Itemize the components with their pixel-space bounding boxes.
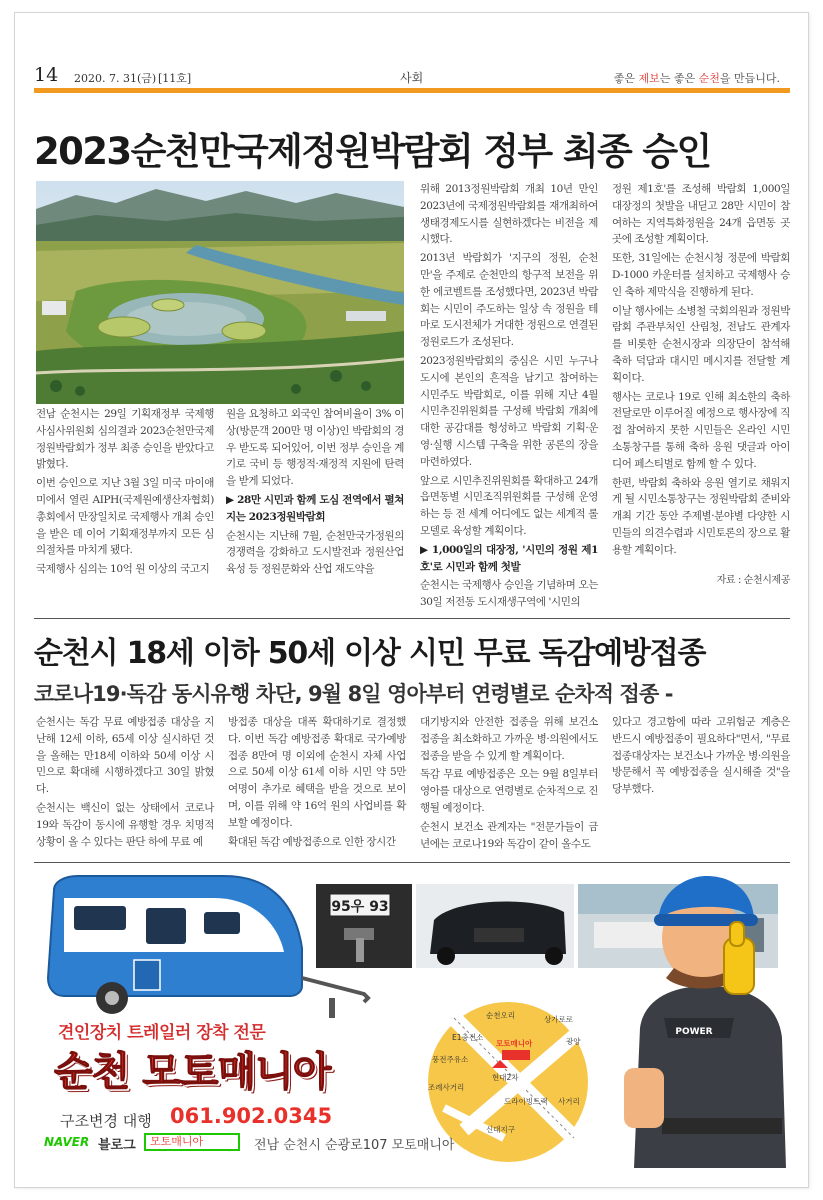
map-label: 풍전주유소 — [432, 1055, 469, 1064]
article1-column-1: 전남 순천시는 29일 기획재정부 국제행사심사위원회 심의결과 2023순천만국제정원박람회가 정부 최종 승인을 받았다고 밝혔다. 이번 승인으로 지난 3월 3일 미국 마이애미에서 열린 AIPH(국제원예생산자협회) 총회에서 만장일치로 국제행사 개최 승인을 받은 데 이어 기획재정부까지 모든 심의절차를 마치게 됐다. 국제행사 심의는 10억 원 이상의 국고지 — [36, 408, 214, 576]
ad-divider — [34, 862, 790, 863]
hitch-photo-1 — [316, 884, 412, 968]
header-rule — [34, 88, 790, 93]
motomania-advertisement — [34, 868, 790, 1168]
article1-headline: 2023순천만국제정원박람회 정부 최종 승인 — [34, 130, 711, 173]
article2-subhead: 코로나19·독감 동시유행 차단, 9월 8일 영아부터 연령별로 순차적 접종 - — [34, 682, 673, 706]
article1-column-3: 위해 2013정원박람회 개최 10년 만인 2023년에 국제정원박람회를 재개최하여 생태경제도시를 실현하겠다는 비전을 제시했다. 2013년 박람회가 '지구의 정원, 순천만'을 주제로 순천만의 항구적 보전을 위한 에코벨트를 조성했다면, 2023년 박람회는 시민이 주도하는 일상 속 정원을 테마로 도시전체가 거대한 정원으로 연결된 정원로드가 조성된다. 2023정원박람회의 중심은 시민 누구나 도시에 본인의 흔적을 남기고 참여하는 시민주도 박람회로, 이를 위해 지난 4월 시민추진위원회를 구성해 박람회 개최에 대한 공감대를 형성하고 박람회 기획·운영·실행 시스템 구축을 위한 공론의 장을 마련하였다. 앞으로 시민추진위원회를 확대하고 24개 읍면동별 시민조직위원회를 구성해 운영하는 등 전 세계 어디에도 없는 세계적 롤모델로 육성할 계획이다. ▶ 1,000일의 대장정, '시민의 정원 제1호'로 시민과 함께 첫발 순천시는 국제행사 승인을 기념하며 오는 30일 저전동 도시재생구역에 '시민의 — [420, 183, 598, 609]
map-label: 순천오리 — [486, 1011, 515, 1020]
ad-brand-name: 순천 모토매니아 — [54, 1049, 331, 1095]
map-label: 드라이빙트랙 — [504, 1097, 548, 1106]
article2-column-3: 대기방지와 안전한 접종을 위해 보건소 접종을 최소화하고 가까운 병·의원에서도 접종을 받을 수 있게 할 계획이다. 독감 무료 예방접종은 오는 9월 8일부터 영아를 대상으로 연령별로 순차적으로 진행될 예정이다. 순천시 보건소 관계자는 "전문가들이 금년에는 코로나19와 독감이 같이 올수도 — [420, 716, 598, 850]
article2-column-4: 있다고 경고함에 따라 고위험군 계층은 반드시 예방접종이 필요하다"면서, "무료 접종대상자는 보건소나 가까운 병·의원을 방문해서 꼭 예방접종을 실시해줄 것"을 당부했다. — [612, 716, 790, 796]
garden-aerial-photo — [36, 181, 404, 404]
map-label: 광양 — [566, 1037, 581, 1046]
garden-aerial-illustration — [36, 181, 404, 404]
hitch-photo-2 — [416, 884, 574, 968]
section-name: 사회 — [400, 71, 424, 85]
blog-label: 블로그 — [98, 1138, 136, 1153]
map-shop-marker-label: 모토매니아 — [496, 1039, 533, 1048]
map-label: 상가로로 — [544, 1015, 573, 1024]
ad-phone-label: 구조변경 대행 — [60, 1112, 152, 1130]
article2-column-1: 순천시는 독감 무료 예방접종 대상을 지난해 12세 이하, 65세 이상 실시하던 것을 올해는 만18세 이하와 50세 이상 시민으로 확대해 시행하겠다고 30일 밝혔다. 순천시는 백신이 없는 상태에서 코로나19와 독감이 동시에 유행할 경우 치명적 상황이 올 수 있다는 판단 하에 무료 예 — [36, 716, 214, 848]
issue-date: 2020. 7. 31(금) — [74, 72, 157, 85]
map-label: 신대지구 — [486, 1125, 515, 1134]
article-divider — [34, 618, 790, 619]
map-label: 사거리 — [558, 1097, 580, 1106]
map-label: 조례사거리 — [428, 1083, 465, 1092]
article2-headline: 순천시 18세 이하 50세 이상 시민 무료 독감예방접종 — [34, 636, 706, 671]
map-label: E1충전소 — [452, 1033, 484, 1042]
article1-column-2: 원을 요청하고 외국인 참여비율이 3% 이상(방문객 200만 명 이상)인 박람회의 경우 받도록 되어있어, 이번 정부 승인을 계기로 국비 등 행정적·재정적 지원에 탄력을 받게 되었다. ▶ 28만 시민과 함께 도심 전역에서 펼쳐지는 2023정원박람회 순천시는 지난해 7월, 순천만국가정원의 경쟁력을 강화하고 도시발전과 정원산업 육성 등 정원문화와 산업 재도약을 — [226, 408, 404, 576]
article1-column-4: 정원 제1호'를 조성해 박람회 1,000일 대장정의 첫발을 내딛고 28만 시민이 참여하는 지역특화정원을 24개 읍면동 곳곳에 조성할 계획이다. 또한, 31일에는 순천시청 정문에 박람회 D-1000 카운터를 설치하고 국제행사 승인 축하 제막식을 진행하게 된다. 이날 행사에는 소병철 국회의원과 정원박람회 주관부처인 산림청, 전남도 관계자를 비롯한 순천시장과 의장단이 참석해 축하 덕담과 대시민 메시지를 전달할 계획이다. 행사는 코로나 19로 인해 최소한의 축하 전달로만 이루어질 예정으로 행사장에 직접 참여하지 못한 시민들은 온라인 시민소통창구를 통해 축하 응원 댓글과 아이디어 페스티벌로 함께 할 수 있다. 한편, 박람회 축하와 응원 열기로 채워지게 될 시민소통창구는 정원박람회 준비와 개최 기간 동안 주제별·분야별 다양한 시민들의 의견수렴과 시민토론의 장으로 활용할 계획이다. 자료 : 순천시제공 — [612, 181, 790, 591]
shop-address: 전남 순천시 순광로107 모토매니아 — [254, 1138, 455, 1153]
blog-search-box: 모토매니아 — [144, 1133, 240, 1151]
ad-tagline: 견인장치 트레일러 장착 전문 — [58, 1023, 266, 1043]
ad-phone-number: 061.902.0345 — [170, 1104, 333, 1128]
map-label: 현대2차 — [492, 1073, 519, 1082]
page-number: 14 — [34, 64, 59, 86]
license-plate-text: 95우 93 — [331, 899, 389, 915]
masthead — [34, 66, 790, 88]
article2-column-2: 방접종 대상을 대폭 확대하기로 결정했다. 이번 독감 예방접종 확대로 국가예방접종 8만여 명 이외에 순천시 자체 사업으로 50세 이상 61세 이하 시민 약 5만 여명이 추가로 혜택을 받을 것으로 보이며, 이를 위해 약 16억 원의 사업비를 확보할 예정이다. 확대된 독감 예방접종으로 인한 장시간 — [228, 716, 406, 848]
issue-number: [11호] — [158, 72, 192, 85]
mechanic-shirt-text: POWER — [675, 1027, 713, 1037]
photo-credit: 자료 : 순천시제공 — [716, 574, 790, 586]
slogan: 좋은 제보는 좋은 순천을 만듭니다. — [613, 72, 780, 85]
naver-logo: NAVER — [44, 1135, 90, 1149]
